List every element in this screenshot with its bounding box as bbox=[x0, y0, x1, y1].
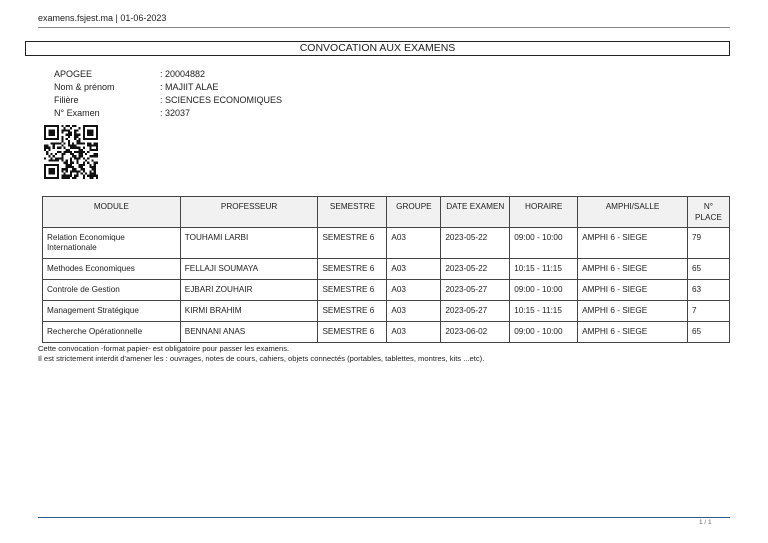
note-line: Cette convocation -format papier- est obligatoire pour passer les examens. bbox=[38, 344, 290, 353]
info-label: Nom & prénom bbox=[54, 82, 115, 92]
cell-place: 65 bbox=[687, 259, 729, 280]
cell-semestre: SEMESTRE 6 bbox=[318, 280, 387, 301]
info-value: : 20004882 bbox=[160, 69, 206, 79]
cell-salle: AMPHI 6 - SIEGE bbox=[578, 228, 688, 259]
column-header-place: N° PLACE bbox=[687, 197, 729, 228]
cell-date: 2023-05-22 bbox=[441, 259, 510, 280]
cell-module: Relation Economique Internationale bbox=[43, 228, 181, 259]
cell-date: 2023-06-02 bbox=[441, 322, 510, 343]
qr-code-icon bbox=[44, 125, 98, 179]
table-row bbox=[43, 259, 730, 280]
table-row bbox=[43, 228, 730, 259]
cell-salle: AMPHI 6 - SIEGE bbox=[578, 322, 688, 343]
column-header-professeur: PROFESSEUR bbox=[180, 197, 318, 228]
cell-salle: AMPHI 6 - SIEGE bbox=[578, 280, 688, 301]
info-row-name bbox=[54, 81, 282, 94]
cell-groupe: A03 bbox=[387, 301, 441, 322]
info-value: : SCIENCES ECONOMIQUES bbox=[160, 95, 283, 105]
table-row bbox=[43, 280, 730, 301]
cell-module: Methodes Economiques bbox=[43, 259, 181, 280]
cell-place: 79 bbox=[687, 228, 729, 259]
info-value: : MAJIIT ALAE bbox=[160, 82, 219, 92]
cell-module: Recherche Opérationnelle bbox=[43, 322, 181, 343]
cell-place: 7 bbox=[687, 301, 729, 322]
cell-salle: AMPHI 6 - SIEGE bbox=[578, 259, 688, 280]
cell-horaire: 09:00 - 10:00 bbox=[510, 322, 578, 343]
cell-professeur: EJBARI ZOUHAIR bbox=[180, 280, 318, 301]
exam-notes bbox=[38, 344, 484, 364]
student-info bbox=[54, 68, 282, 120]
column-header-horaire: HORAIRE bbox=[510, 197, 578, 228]
column-header-salle: AMPHI/SALLE bbox=[578, 197, 688, 228]
info-row-apogee bbox=[54, 68, 282, 81]
cell-horaire: 09:00 - 10:00 bbox=[510, 228, 578, 259]
cell-groupe: A03 bbox=[387, 322, 441, 343]
info-value: : 32037 bbox=[160, 108, 191, 118]
info-row-filiere bbox=[54, 94, 282, 107]
column-header-date: DATE EXAMEN bbox=[441, 197, 510, 228]
info-label: N° Examen bbox=[54, 108, 100, 118]
info-label: APOGEE bbox=[54, 69, 93, 79]
cell-semestre: SEMESTRE 6 bbox=[318, 322, 387, 343]
cell-semestre: SEMESTRE 6 bbox=[318, 301, 387, 322]
cell-professeur: KIRMI BRAHIM bbox=[180, 301, 318, 322]
cell-date: 2023-05-22 bbox=[441, 228, 510, 259]
note-line: Il est strictement interdit d'amener les : ouvrages, notes de cours, cahiers, objets connectés (portables, tablettes, montres, kits ...etc). bbox=[38, 354, 485, 363]
cell-professeur: TOUHAMI LARBI bbox=[180, 228, 318, 259]
table-row bbox=[43, 301, 730, 322]
cell-place: 65 bbox=[687, 322, 729, 343]
info-row-exam-number bbox=[54, 107, 282, 120]
cell-groupe: A03 bbox=[387, 280, 441, 301]
cell-date: 2023-05-27 bbox=[441, 301, 510, 322]
column-header-semestre: SEMESTRE bbox=[318, 197, 387, 228]
document-title: CONVOCATION AUX EXAMENS bbox=[25, 41, 730, 56]
page-header: examens.fsjest.ma | 01-06-2023 bbox=[38, 13, 167, 23]
info-label: Filière bbox=[54, 95, 79, 105]
cell-groupe: A03 bbox=[387, 259, 441, 280]
cell-professeur: FELLAJI SOUMAYA bbox=[180, 259, 318, 280]
table-row bbox=[43, 322, 730, 343]
page-number: 1 / 1 bbox=[699, 519, 712, 526]
table-header-row bbox=[43, 197, 730, 228]
column-header-groupe: GROUPE bbox=[387, 197, 441, 228]
header-divider bbox=[38, 27, 730, 28]
cell-semestre: SEMESTRE 6 bbox=[318, 259, 387, 280]
exam-schedule-table bbox=[42, 196, 730, 343]
cell-date: 2023-05-27 bbox=[441, 280, 510, 301]
cell-module: Management Stratégique bbox=[43, 301, 181, 322]
cell-professeur: BENNANI ANAS bbox=[180, 322, 318, 343]
cell-salle: AMPHI 6 - SIEGE bbox=[578, 301, 688, 322]
cell-horaire: 10:15 - 11:15 bbox=[510, 259, 578, 280]
cell-horaire: 09:00 - 10:00 bbox=[510, 280, 578, 301]
cell-groupe: A03 bbox=[387, 228, 441, 259]
column-header-module: MODULE bbox=[43, 197, 181, 228]
cell-module: Controle de Gestion bbox=[43, 280, 181, 301]
cell-horaire: 10:15 - 11:15 bbox=[510, 301, 578, 322]
cell-place: 63 bbox=[687, 280, 729, 301]
footer-divider bbox=[38, 517, 730, 518]
cell-semestre: SEMESTRE 6 bbox=[318, 228, 387, 259]
